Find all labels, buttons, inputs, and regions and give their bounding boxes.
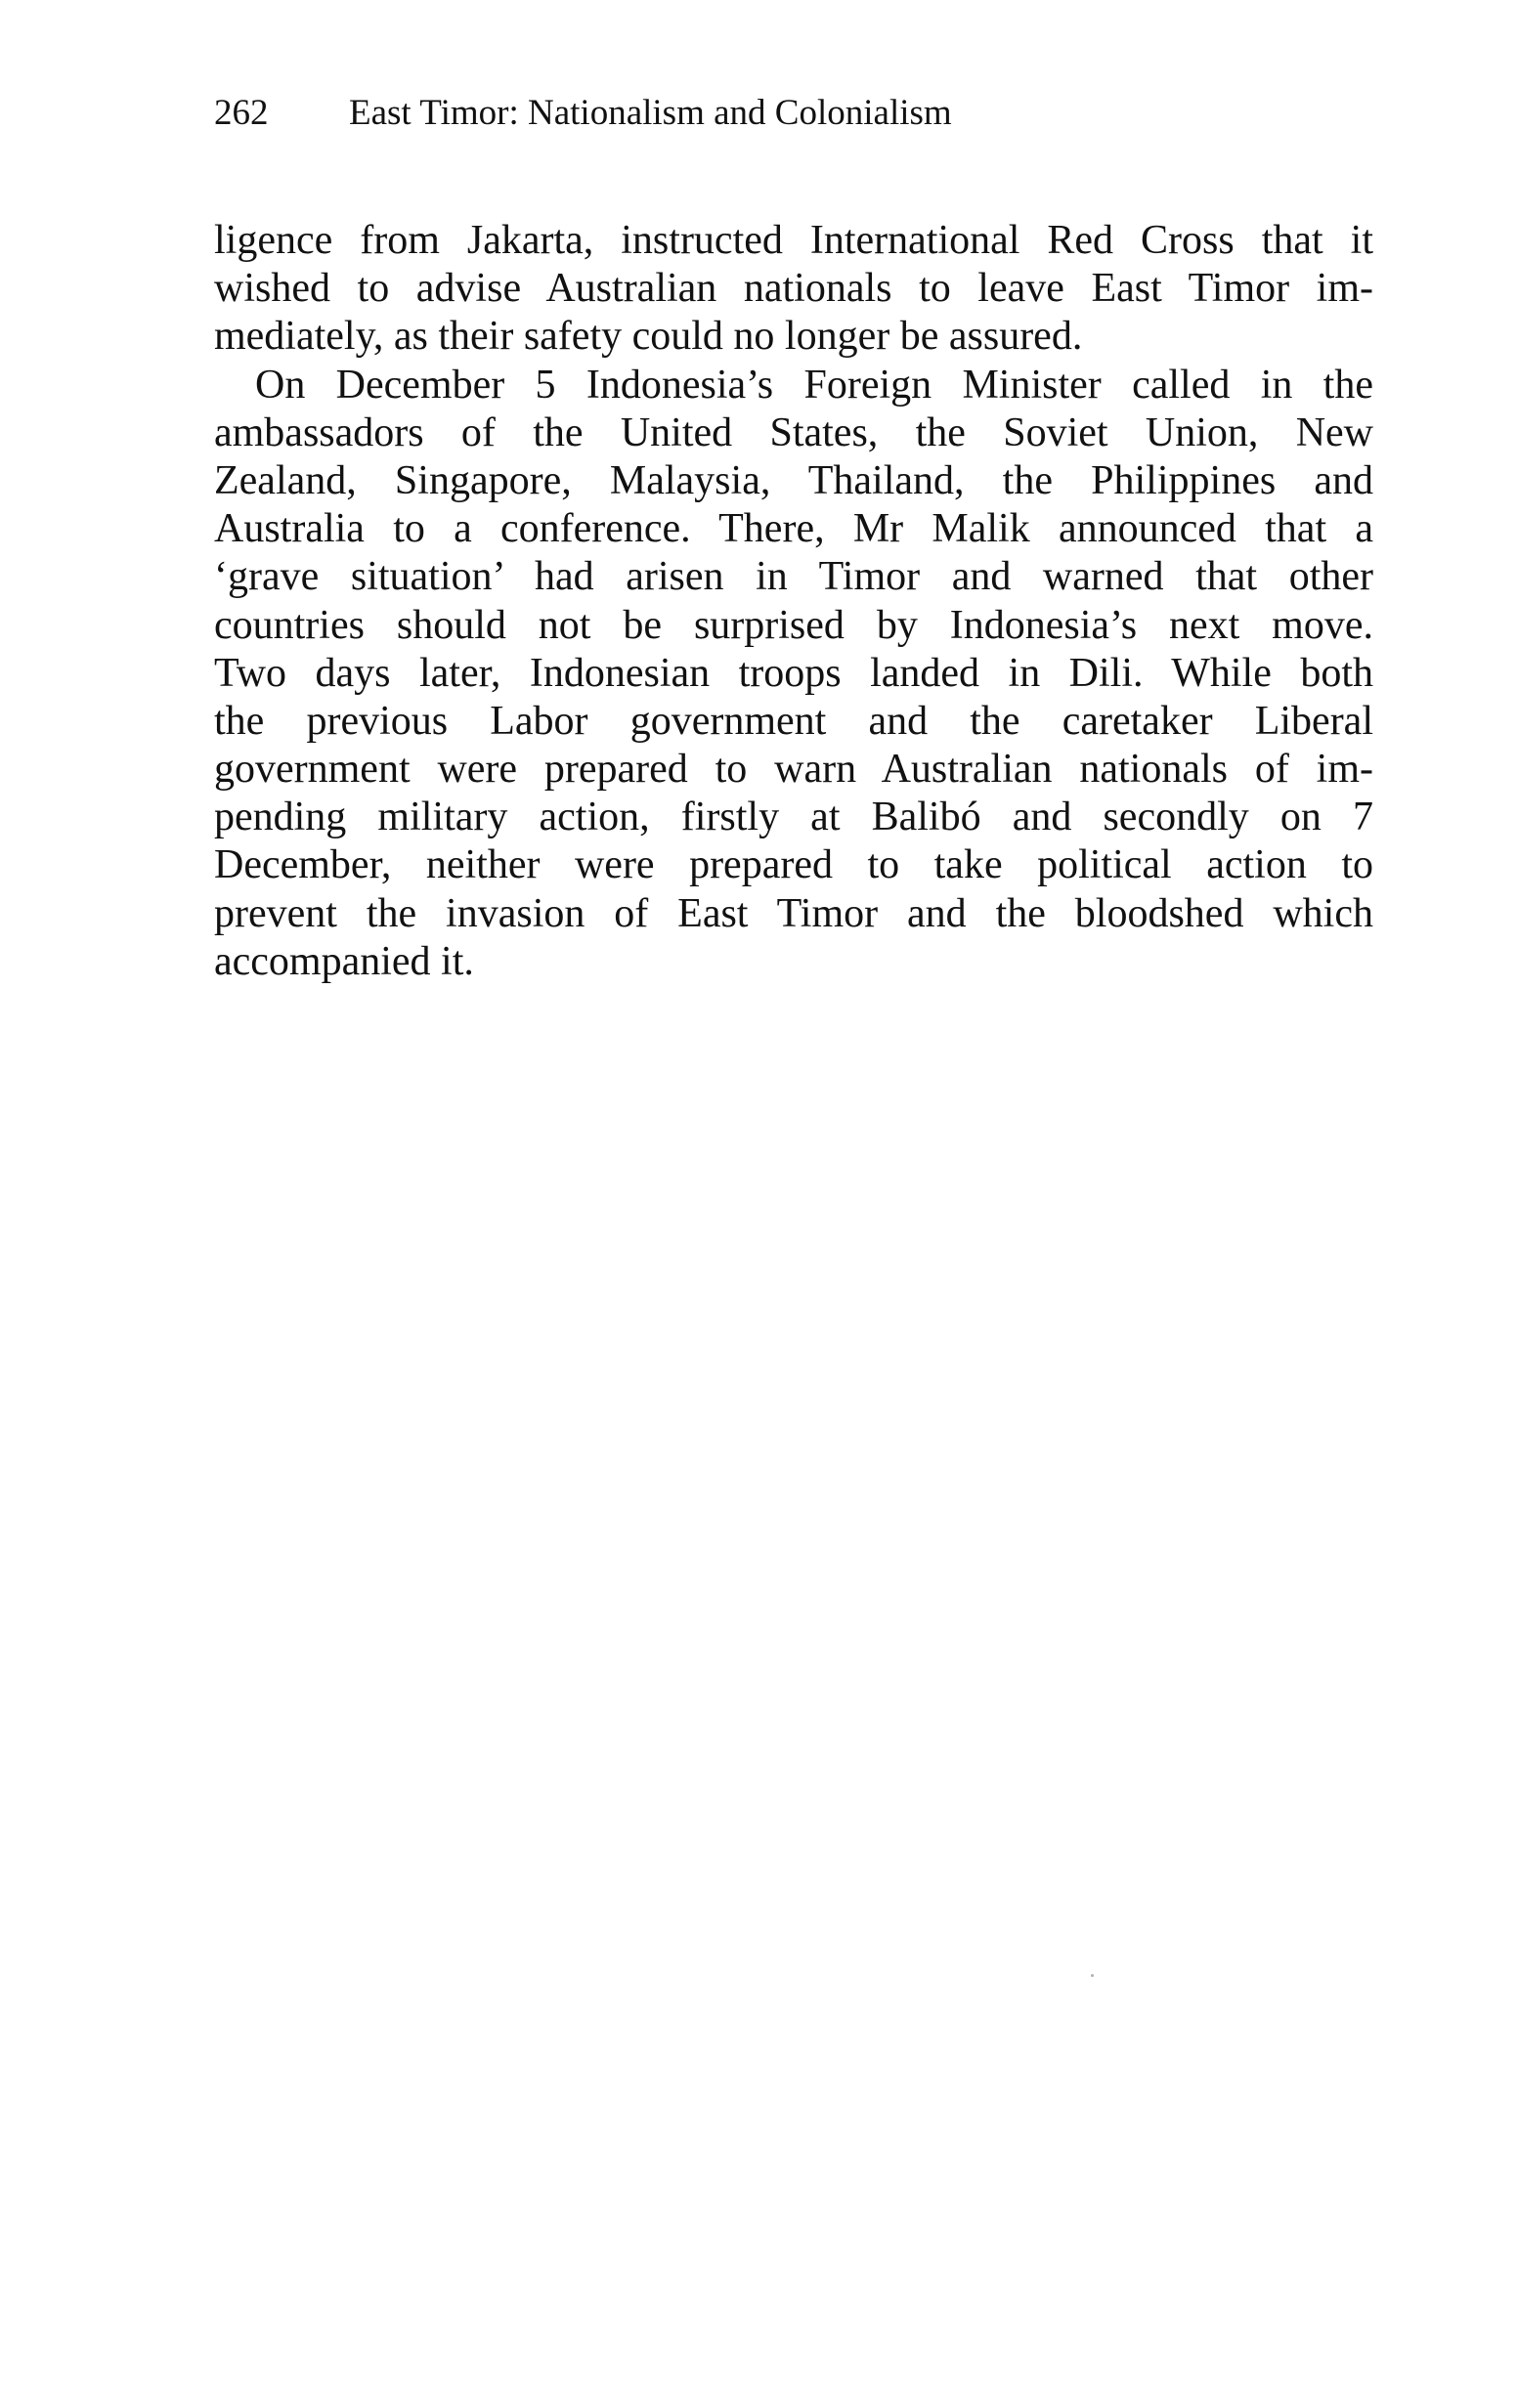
scan-speck <box>1091 1974 1094 1977</box>
paragraph <box>214 217 1373 362</box>
text-line: ambassadors of the United States, the Soviet Union, New <box>214 409 1373 455</box>
body-text <box>214 217 1373 986</box>
running-head <box>214 90 952 137</box>
paragraph <box>214 362 1373 986</box>
text-line: December, neither were prepared to take political action to <box>214 842 1373 888</box>
page-number: 262 <box>214 93 269 133</box>
text-line: the previous Labor government and the caretaker Liberal <box>214 698 1373 744</box>
text-line: countries should not be surprised by Indonesia’s next move. <box>214 602 1373 648</box>
text-line: Australia to a conference. There, Mr Malik announced that a <box>214 506 1373 552</box>
text-line: ligence from Jakarta, instructed International Red Cross that it <box>214 218 1373 263</box>
running-title: East Timor: Nationalism and Colonialism <box>349 93 952 133</box>
text-line: government were prepared to warn Australian nationals of im- <box>214 747 1373 793</box>
text-line: On December 5 Indonesia’s Foreign Minister called in the <box>255 362 1373 408</box>
text-line: Two days later, Indonesian troops landed in Dili. While both <box>214 650 1373 696</box>
text-line: pending military action, firstly at Balibó and secondly on 7 <box>214 795 1373 840</box>
text-line: mediately, as their safety could no longer be assured. <box>214 314 1083 360</box>
text-line: prevent the invasion of East Timor and the bloodshed which <box>214 890 1373 936</box>
text-line: accompanied it. <box>214 938 474 984</box>
text-line: wished to advise Australian nationals to leave East Timor im- <box>214 266 1373 312</box>
text-line: ‘grave situation’ had arisen in Timor and warned that other <box>214 554 1373 600</box>
text-line: Zealand, Singapore, Malaysia, Thailand, the Philippines and <box>214 457 1373 503</box>
